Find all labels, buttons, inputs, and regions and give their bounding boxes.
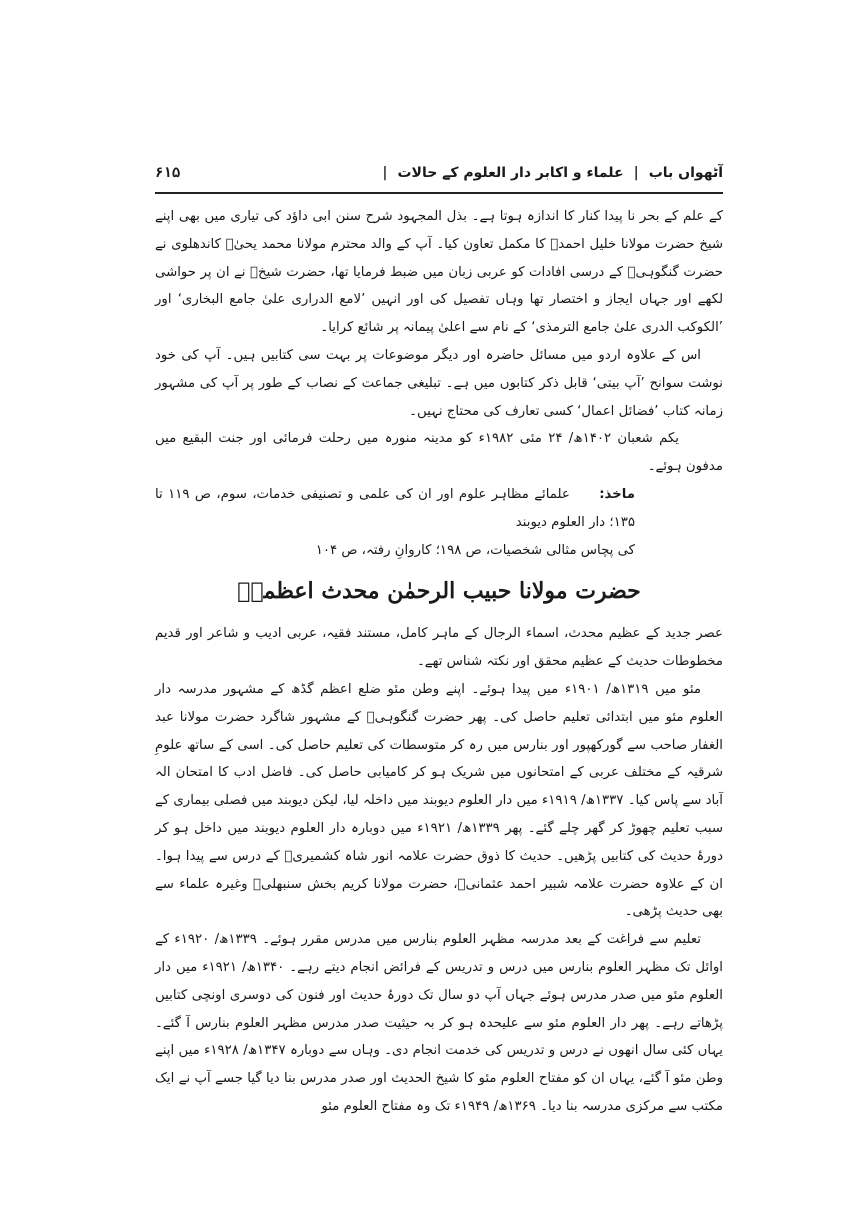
death-note: یکم شعبان ۱۴۰۲ھ/ ۲۴ مئی ۱۹۸۲ء کو مدینہ منورہ میں رحلت فرمائی اور جنت البقیع میں مدفون ہوئے۔ [155,431,723,475]
header-separator: | [382,165,388,181]
running-header [155,160,723,186]
page-number: ۶۱۵ [155,165,181,181]
source-citation [155,481,723,537]
source-label: ماخذ: [599,486,635,502]
body-text [155,203,723,1121]
paragraph: مئو میں ۱۳۱۹ھ/ ۱۹۰۱ء میں پیدا ہوئے۔ اپنے وطن مئو ضلع اعظم گڈھ کے مشہور مدرسہ دار العلوم مئو میں ابتدائی تعلیم حاصل کی۔ پھر حضرت گنگوہیؒ کے مشہور شاگرد حضرت مولانا عبد الغفار صاحب سے گورکھپور اور بنارس میں رہ کر متوسطات کی تعلیم حاصل کی۔ اسی کے ساتھ علومِ شرقیہ کے مختلف عربی کے امتحانوں میں شریک ہو کر کامیابی حاصل کی۔ فاضل ادب کا امتحان الہ آباد سے پاس کیا۔ ۱۳۳۷ھ/ ۱۹۱۹ء میں دار العلوم دیوبند میں داخلہ لیا، لیکن دیوبند میں فصلی بیماری کے سبب تعلیم چھوڑ کر گھر چلے گئے۔ پھر ۱۳۳۹ھ/ ۱۹۲۱ء میں دوبارہ دار العلوم دیوبند میں داخل ہو کر دورۂ حدیث کی کتابیں پڑھیں۔ حدیث کا ذوق حضرت علامہ انور شاہ کشمیریؒ کے درس سے پیدا ہوا۔ ان کے علاوہ حضرت علامہ شبیر احمد عثمانیؒ، حضرت مولانا کریم بخش سنبھلیؒ وغیرہ علماء سے بھی حدیث پڑھی۔ [155,681,723,920]
source-citation-continued: کی پچاس مثالی شخصیات، ص ۱۹۸؛ کاروانِ رفتہ، ص ۱۰۴ [315,542,635,558]
paragraph: کے علم کے بحر نا پیدا کنار کا اندازہ ہوتا ہے۔ بذل المجہود شرح سنن ابی داؤد کی تیاری میں بھی اپنے شیخ حضرت مولانا خلیل احمدؒ کا مکمل تعاون کیا۔ آپ کے والد محترم مولانا محمد یحیٰؒ کاندھلوی نے حضرت گنگوہیؒ کے درسی افادات کو عربی زبان میں ضبط فرمایا تھا، حضرت شیخؒ نے ان پر حواشی لکھے اور جہاں ایجاز و اختصار تھا وہاں تفصیل کی اور انہیں ’لامع الدراری علیٰ جامع البخاری‘ اور ’الکوکب الدری علیٰ جامع الترمذی‘ کے نام سے اعلیٰ پیمانہ پر شائع کرایا۔ [155,209,723,336]
chapter-title: علماء و اکابر دار العلوم کے حالات [397,165,624,181]
chapter-label: آٹھواں باب [648,165,723,181]
header-rule [155,192,723,194]
paragraph: عصر جدید کے عظیم محدث، اسماء الرجال کے ماہر کامل، مستند فقیہ، عربی ادیب و شاعر اور قدیم مخطوطات حدیث کے عظیم محقق اور نکتہ شناس تھے۔ [155,626,723,670]
header-separator: | [633,165,639,181]
biography-heading: حضرت مولانا حبیب الرحمٰن محدث اعظمیؒ [237,578,641,605]
paragraph: تعلیم سے فراغت کے بعد مدرسہ مظہر العلوم بنارس میں مدرس مقرر ہوئے۔ ۱۳۳۹ھ/ ۱۹۲۰ء کے اوائل تک مظہر العلوم بنارس میں درس و تدریس کے فرائض انجام دیتے رہے۔ ۱۳۴۰ھ/ ۱۹۲۱ء میں دار العلوم مئو میں صدر مدرس ہوئے جہاں آپ دو سال تک دورۂ حدیث اور فنون کی دوسری اونچی کتابیں پڑھاتے رہے۔ پھر دار العلوم مئو سے علیحدہ ہو کر بہ حیثیت صدر مدرس مظہر العلوم بنارس آ گئے۔ یہاں کئی سال انھوں نے درس و تدریس کی خدمت انجام دی۔ وہاں سے دوبارہ ۱۳۴۷ھ/ ۱۹۲۸ء میں اپنے وطن مئو آ گئے، یہاں ان کو مفتاح العلوم مئو کا شیخ الحدیث اور صدر مدرس بنا دیا گیا جسے آپ نے ایک مکتب سے مرکزی مدرسہ بنا دیا۔ ۱۳۶۹ھ/ ۱۹۴۹ء تک وہ مفتاح العلوم مئو [155,932,724,1114]
paragraph: اس کے علاوہ اردو میں مسائل حاضرہ اور دیگر موضوعات پر بہت سی کتابیں ہیں۔ آپ کی خود نوشت سوانح ’آپ بیتی‘ قابل ذکر کتابوں میں ہے۔ تبلیغی جماعت کے نصاب کے طور پر آپ کی مشہور زمانہ کتاب ’فضائل اعمال‘ کسی تعارف کی محتاج نہیں۔ [155,347,723,419]
source-text: علمائے مظاہر علوم اور ان کی علمی و تصنیفی خدمات، سوم، ص ۱۱۹ تا ۱۳۵؛ دار العلوم دیوبند [155,486,635,530]
